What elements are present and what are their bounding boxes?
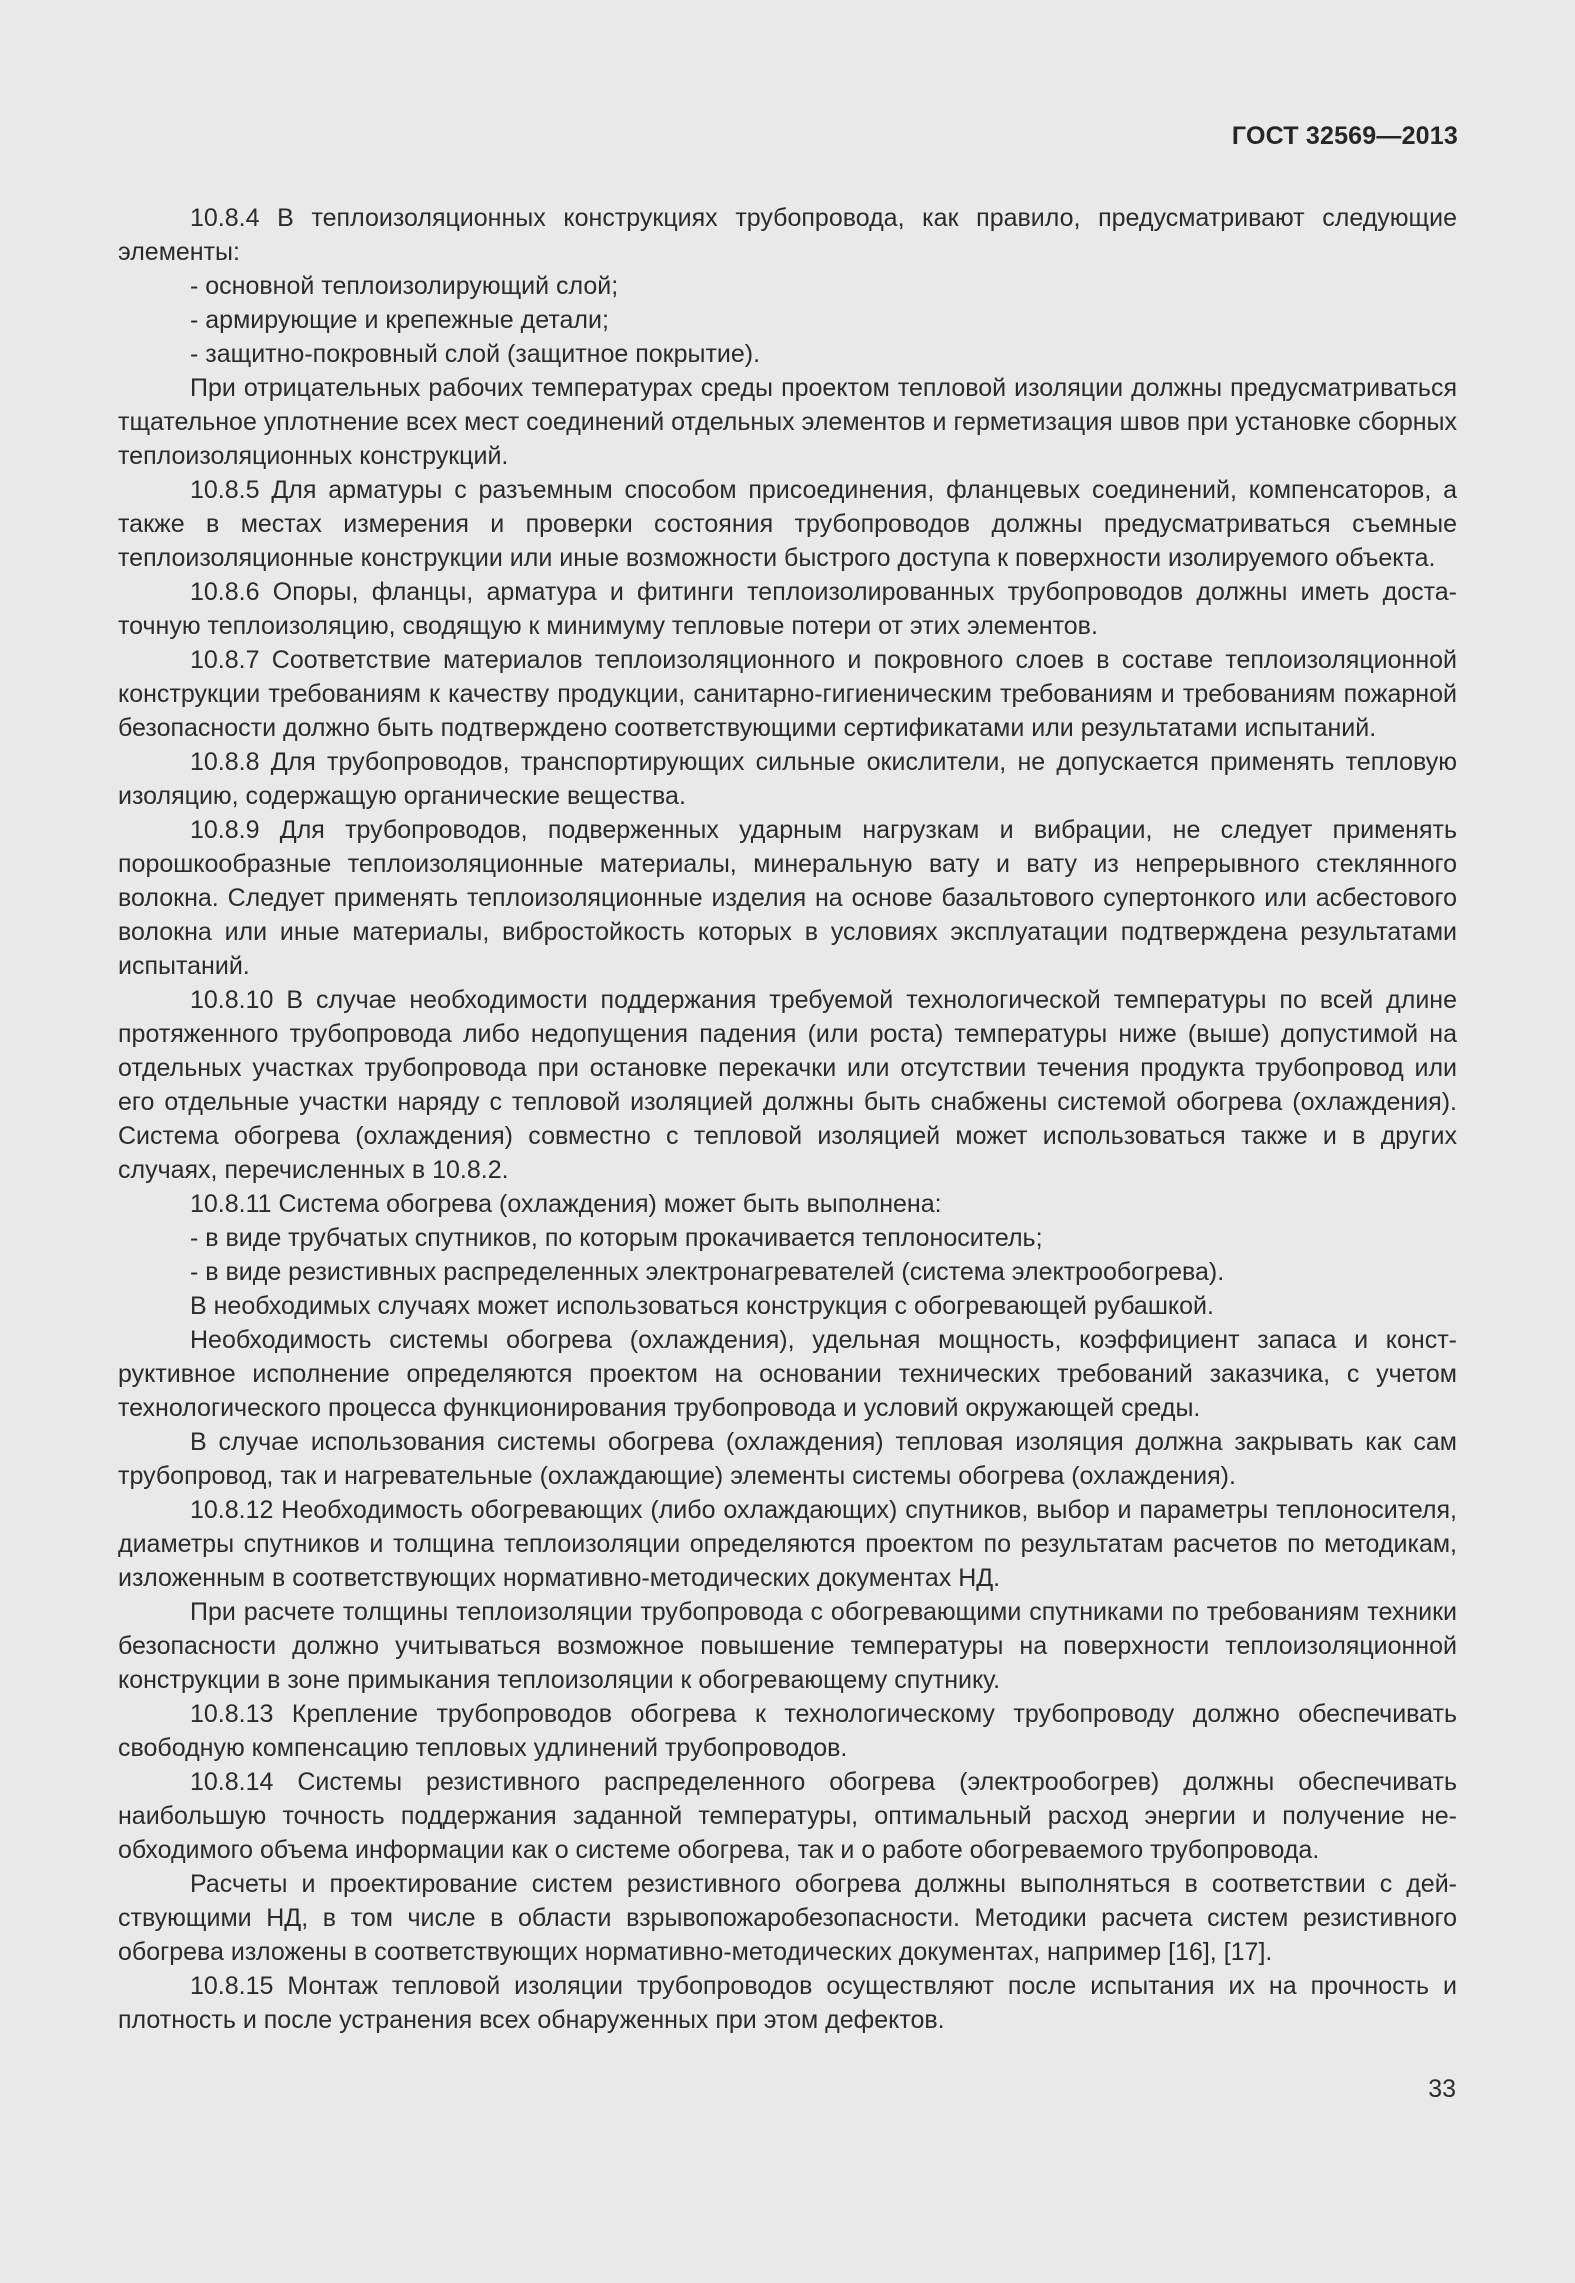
paragraph-10-8-12: 10.8.12 Необходимость обогревающих (либо охлаждающих) спутников, выбор и параметры теплоносителя, диаметры спутников и толщина теплоизоляции определяются проектом по результатам расчетов по методикам, изложенным в соответствующих нормативно-методических документах НД. bbox=[118, 1496, 1457, 1592]
document-code-header: ГОСТ 32569—2013 bbox=[1231, 122, 1458, 150]
paragraph-10-8-6: 10.8.6 Опоры, фланцы, арматура и фитинги теплоизолированных трубопроводов должны иметь достаточную теплоизоляцию, сводящую к минимуму тепловые потери от этих элементов. bbox=[118, 578, 1457, 640]
paragraph-10-8-4: 10.8.4 В теплоизоляционных конструкциях трубопровода, как правило, предусматривают следующие элементы: bbox=[118, 204, 1457, 266]
paragraph-heating-necessity: Необходимость системы обогрева (охлаждения), удельная мощность, коэффициент запаса и конструктивное исполнение определяются проектом на основании технических требований заказчика, с учетом технологического процесса функционирования трубопровода и условий окружающей среды. bbox=[118, 1326, 1457, 1422]
paragraph-10-8-7: 10.8.7 Соответствие материалов теплоизоляционного и покровного слоев в составе теплоизоляционной конструкции требованиям к качеству продукции, санитарно-гигиеническим требованиям и требованиям пожарной безопасности должно быть подтверждено соответствующими сертификатами или результатами испытаний. bbox=[118, 646, 1457, 742]
paragraph-10-8-15: 10.8.15 Монтаж тепловой изоляции трубопроводов осуществляют после испытания их на прочность и плотность и после устранения всех обнаруженных при этом дефектов. bbox=[118, 1972, 1457, 2034]
paragraph-heating-jacket: В необходимых случаях может использоваться конструкция с обогревающей рубашкой. bbox=[190, 1292, 1214, 1320]
paragraph-negative-temperatures: При отрицательных рабочих температурах среды проектом тепловой изоляции должны предусматриваться тщательное уплотнение всех мест соединений отдельных элементов и герметизация швов при установке сборных теплоизоляционных конструкций. bbox=[118, 374, 1457, 470]
list-item-tube-satellites: - в виде трубчатых спутников, по которым прокачивается теплоноситель; bbox=[190, 1224, 1043, 1252]
paragraph-10-8-14: 10.8.14 Системы резистивного распределенного обогрева (электрообогрев) должны обеспечивать наибольшую точность поддержания заданной температуры, оптимальный расход энергии и получение необходимого объема информации как о системе обогрева, так и о работе обогреваемого трубопровода. bbox=[118, 1768, 1457, 1864]
paragraph-insulation-coverage: В случае использования системы обогрева (охлаждения) тепловая изоляция должна закрывать как сам трубопровод, так и нагревательные (охлаждающие) элементы системы обогрева (охлаждения). bbox=[118, 1428, 1457, 1490]
paragraph-resistive-design: Расчеты и проектирование систем резистивного обогрева должны выполняться в соответствии с действующими НД, в том числе в области взрывопожаробезопасности. Методики расчета систем резистивного обогрева изложены в соответствующих нормативно-методических документах, например [16], [17]. bbox=[118, 1870, 1457, 1966]
paragraph-10-8-10: 10.8.10 В случае необходимости поддержания требуемой технологической температуры по всей длине протяженного трубопровода либо недопущения падения (или роста) температуры ниже (выше) допустимой на отдельных участках трубопровода при остановке перекачки или отсутствии течения продукта трубопровод или его отдельные участки наряду с тепловой изоляцией должны быть снабжены системой обогрева (охлаждения). Система обогрева (охлаждения) совместно с тепловой изоляцией может использоваться также и в других случаях, перечисленных в 10.8.2. bbox=[118, 986, 1457, 1184]
list-item-main-layer: - основной теплоизолирующий слой; bbox=[190, 272, 619, 300]
page-number: 33 bbox=[1428, 2075, 1456, 2103]
paragraph-10-8-8: 10.8.8 Для трубопроводов, транспортирующих сильные окислители, не допускается применять тепловую изоляцию, содержащую органические вещества. bbox=[118, 748, 1457, 810]
paragraph-thickness-calculation: При расчете толщины теплоизоляции трубопровода с обогревающими спутниками по требованиям техники безопасности должно учитываться возможное повышение температуры на поверхности теплоизоляционной конструкции в зоне примыкания теплоизоляции к обогревающему спутнику. bbox=[118, 1598, 1457, 1694]
list-item-protective-layer: - защитно-покровный слой (защитное покрытие). bbox=[190, 340, 761, 368]
paragraph-10-8-5: 10.8.5 Для арматуры с разъемным способом присоединения, фланцевых соединений, компенсаторов, а также в местах измерения и проверки состояния трубопроводов должны предусматриваться съемные теплоизоляционные конструкции или иные возможности быстрого доступа к поверхности изолируемого объекта. bbox=[118, 476, 1457, 572]
paragraph-10-8-9: 10.8.9 Для трубопроводов, подверженных ударным нагрузкам и вибрации, не следует применять порошкообразные теплоизоляционные материалы, минеральную вату и вату из непрерывного стеклянного волокна. Следует применять теплоизоляционные изделия на основе базальтового супертонкого или асбестового волокна или иные материалы, вибростойкость которых в условиях эксплуатации подтверждена результатами испытаний. bbox=[118, 816, 1457, 980]
list-item-fasteners: - армирующие и крепежные детали; bbox=[190, 306, 609, 334]
document-body bbox=[118, 201, 1457, 2037]
paragraph-10-8-11: 10.8.11 Система обогрева (охлаждения) может быть выполнена: bbox=[190, 1190, 942, 1218]
paragraph-10-8-13: 10.8.13 Крепление трубопроводов обогрева к технологическому трубопроводу должно обеспечивать свободную компенсацию тепловых удлинений трубопроводов. bbox=[118, 1700, 1457, 1762]
list-item-resistive-heaters: - в виде резистивных распределенных электронагревателей (система электрообогрева). bbox=[190, 1258, 1225, 1286]
